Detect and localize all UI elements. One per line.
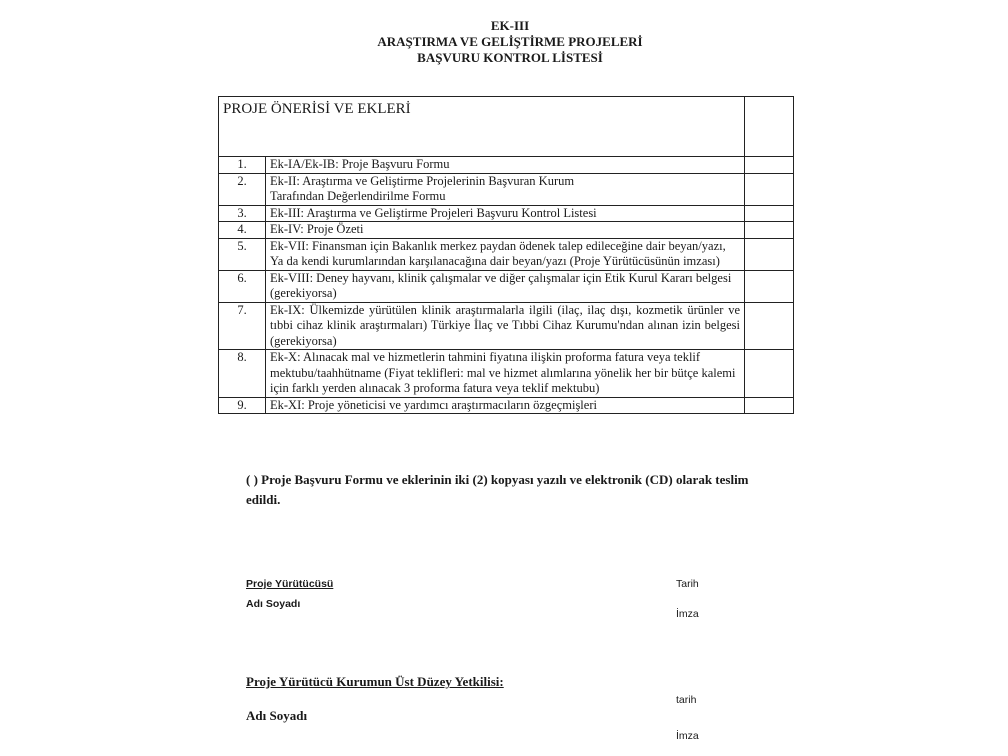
- row-text: Ek-IA/Ek-IB: Proje Başvuru Formu: [266, 157, 745, 174]
- table-row: [219, 222, 794, 239]
- checkbox-cell[interactable]: [745, 173, 794, 205]
- table-title: PROJE ÖNERİSİ VE EKLERİ: [219, 97, 745, 157]
- row-text: Ek-III: Araştırma ve Geliştirme Projeleri Başvuru Kontrol Listesi: [266, 205, 745, 222]
- checkbox-cell[interactable]: [745, 302, 794, 350]
- authority-title: Proje Yürütücü Kurumun Üst Düzey Yetkilisi:: [246, 674, 504, 689]
- row-number: 7.: [219, 302, 266, 350]
- table-title-row: [219, 97, 794, 157]
- row-number: 3.: [219, 205, 266, 222]
- row-number: 2.: [219, 173, 266, 205]
- row-text: Ek-VIII: Deney hayvanı, klinik çalışmalar ve diğer çalışmalar için Etik Kurul Kararı belgesi (gerekiyorsa): [266, 270, 745, 302]
- checkbox-cell[interactable]: [745, 97, 794, 157]
- row-text: Ek-XI: Proje yöneticisi ve yardımcı araştırmacıların özgeçmişleri: [266, 397, 745, 414]
- authority-signature-label: İmza: [676, 730, 699, 742]
- checkbox-cell[interactable]: [745, 350, 794, 398]
- authority-date-label: tarih: [676, 694, 697, 706]
- row-number: 8.: [219, 350, 266, 398]
- checkbox-cell[interactable]: [745, 270, 794, 302]
- table-row: [219, 350, 794, 398]
- document-header: [300, 18, 720, 66]
- checkbox-cell[interactable]: [745, 222, 794, 239]
- project-lead-name-label: Adı Soyadı: [246, 598, 301, 610]
- table-row: [219, 238, 794, 270]
- table-row: [219, 157, 794, 174]
- checkbox-cell[interactable]: [745, 397, 794, 414]
- project-lead-date-label: Tarih: [676, 578, 699, 590]
- table-row: [219, 270, 794, 302]
- header-subtitle: BAŞVURU KONTROL LİSTESİ: [417, 50, 603, 65]
- row-text: Ek-VII: Finansman için Bakanlık merkez paydan ödenek talep edileceğine dair beyan/yazı, Ya da kendi kurumlarından karşılanacağına dair beyan/yazı (Proje Yürütücüsünün imzası): [266, 238, 745, 270]
- row-number: 4.: [219, 222, 266, 239]
- table-row: [219, 173, 794, 205]
- row-number: 1.: [219, 157, 266, 174]
- delivery-confirmation: ( ) Proje Başvuru Formu ve eklerinin iki (2) kopyası yazılı ve elektronik (CD) olarak teslim edildi.: [246, 472, 749, 507]
- row-text: Ek-II: Araştırma ve Geliştirme Projelerinin Başvuran Kurum Tarafından Değerlendirilme Formu: [266, 173, 745, 205]
- row-number: 5.: [219, 238, 266, 270]
- table-row: [219, 302, 794, 350]
- checkbox-cell[interactable]: [745, 205, 794, 222]
- table-row: [219, 205, 794, 222]
- row-text: Ek-IX: Ülkemizde yürütülen klinik araştırmalarla ilgili (ilaç, ilaç dışı, kozmetik ürünler ve tıbbi cihaz klinik araştırmaları) Türkiye İlaç ve Tıbbi Cihaz Kurumu'ndan alınan izin belgesi (gerekiyorsa): [266, 302, 745, 350]
- table-row: [219, 397, 794, 414]
- checkbox-cell[interactable]: [745, 238, 794, 270]
- row-number: 9.: [219, 397, 266, 414]
- checkbox-cell[interactable]: [745, 157, 794, 174]
- row-text: Ek-IV: Proje Özeti: [266, 222, 745, 239]
- project-lead-signature-label: İmza: [676, 608, 699, 620]
- row-number: 6.: [219, 270, 266, 302]
- row-text: Ek-X: Alınacak mal ve hizmetlerin tahmini fiyatına ilişkin proforma fatura veya teklif mektubu/taahhütname (Fiyat teklifleri: mal ve hizmet alımlarına yönelik her bir bütçe kalemi için farklı yerden alınacak 3 proforma fatura veya teklif mektubu): [266, 350, 745, 398]
- project-lead-title: Proje Yürütücüsü: [246, 578, 334, 590]
- header-title: ARAŞTIRMA VE GELİŞTİRME PROJELERİ: [377, 34, 643, 49]
- checklist-table: [218, 96, 794, 414]
- annex-label: EK-III: [490, 18, 530, 33]
- authority-name-label: Adı Soyadı: [246, 708, 308, 723]
